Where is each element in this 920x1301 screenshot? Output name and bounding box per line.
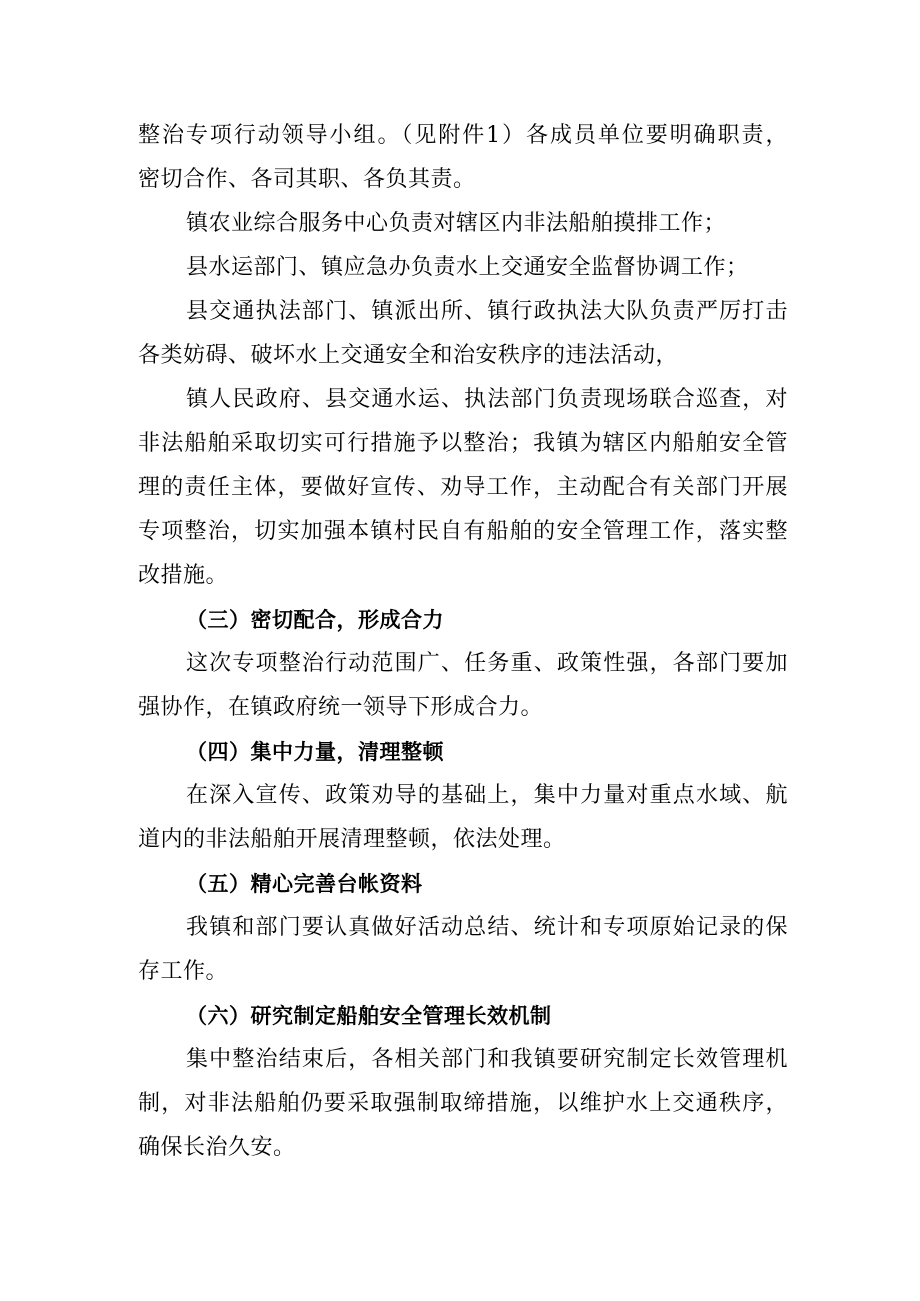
paragraph-line: 改措施。 — [138, 563, 229, 588]
paragraph-line: 这次专项整治行动范围广、任务重、政策性强，各部门要加 — [186, 651, 788, 676]
section-heading: （六）研究制定船舶安全管理长效机制 — [186, 1004, 552, 1028]
section-heading: （四）集中力量，清理整顿 — [186, 740, 444, 764]
paragraph-line: 确保长治久安。 — [138, 1135, 296, 1160]
paragraph-line: 县水运部门、镇应急办负责水上交通安全监督协调工作； — [186, 255, 749, 280]
paragraph-line: 集中整治结束后，各相关部门和我镇要研究制定长效管理机 — [186, 1047, 788, 1072]
paragraph-line: 密切合作、各司其职、各负其责。 — [138, 167, 476, 192]
paragraph-line: 我镇和部门要认真做好活动总结、统计和专项原始记录的保 — [186, 915, 788, 940]
paragraph-line: 非法船舶采取切实可行措施予以整治；我镇为辖区内船舶安全管 — [138, 431, 788, 456]
paragraph-line: 整治专项行动领导小组。（见附件1）各成员单位要明确职责， — [138, 123, 788, 148]
section-heading: （三）密切配合，形成合力 — [186, 608, 444, 632]
paragraph-line: 各类妨碍、破坏水上交通安全和治安秩序的违法活动， — [138, 343, 679, 368]
paragraph-line: 道内的非法船舶开展清理整顿，依法处理。 — [138, 827, 566, 852]
paragraph-line: 在深入宣传、政策劝导的基础上，集中力量对重点水域、航 — [186, 783, 788, 808]
paragraph-line: 强协作，在镇政府统一领导下形成合力。 — [138, 695, 544, 720]
section-heading: （五）精心完善台帐资料 — [186, 872, 423, 896]
paragraph-line: 专项整治，切实加强本镇村民自有船舶的安全管理工作，落实整 — [138, 519, 788, 544]
paragraph-line: 县交通执法部门、镇派出所、镇行政执法大队负责严厉打击 — [186, 299, 788, 324]
paragraph-line: 理的责任主体，要做好宣传、劝导工作，主动配合有关部门开展 — [138, 475, 788, 500]
paragraph-line: 制，对非法船舶仍要采取强制取缔措施，以维护水上交通秩序， — [138, 1091, 788, 1116]
paragraph-line: 存工作。 — [138, 959, 229, 984]
paragraph-line: 镇农业综合服务中心负责对辖区内非法船舶摸排工作； — [186, 211, 727, 236]
paragraph-line: 镇人民政府、县交通水运、执法部门负责现场联合巡查，对 — [186, 387, 788, 412]
